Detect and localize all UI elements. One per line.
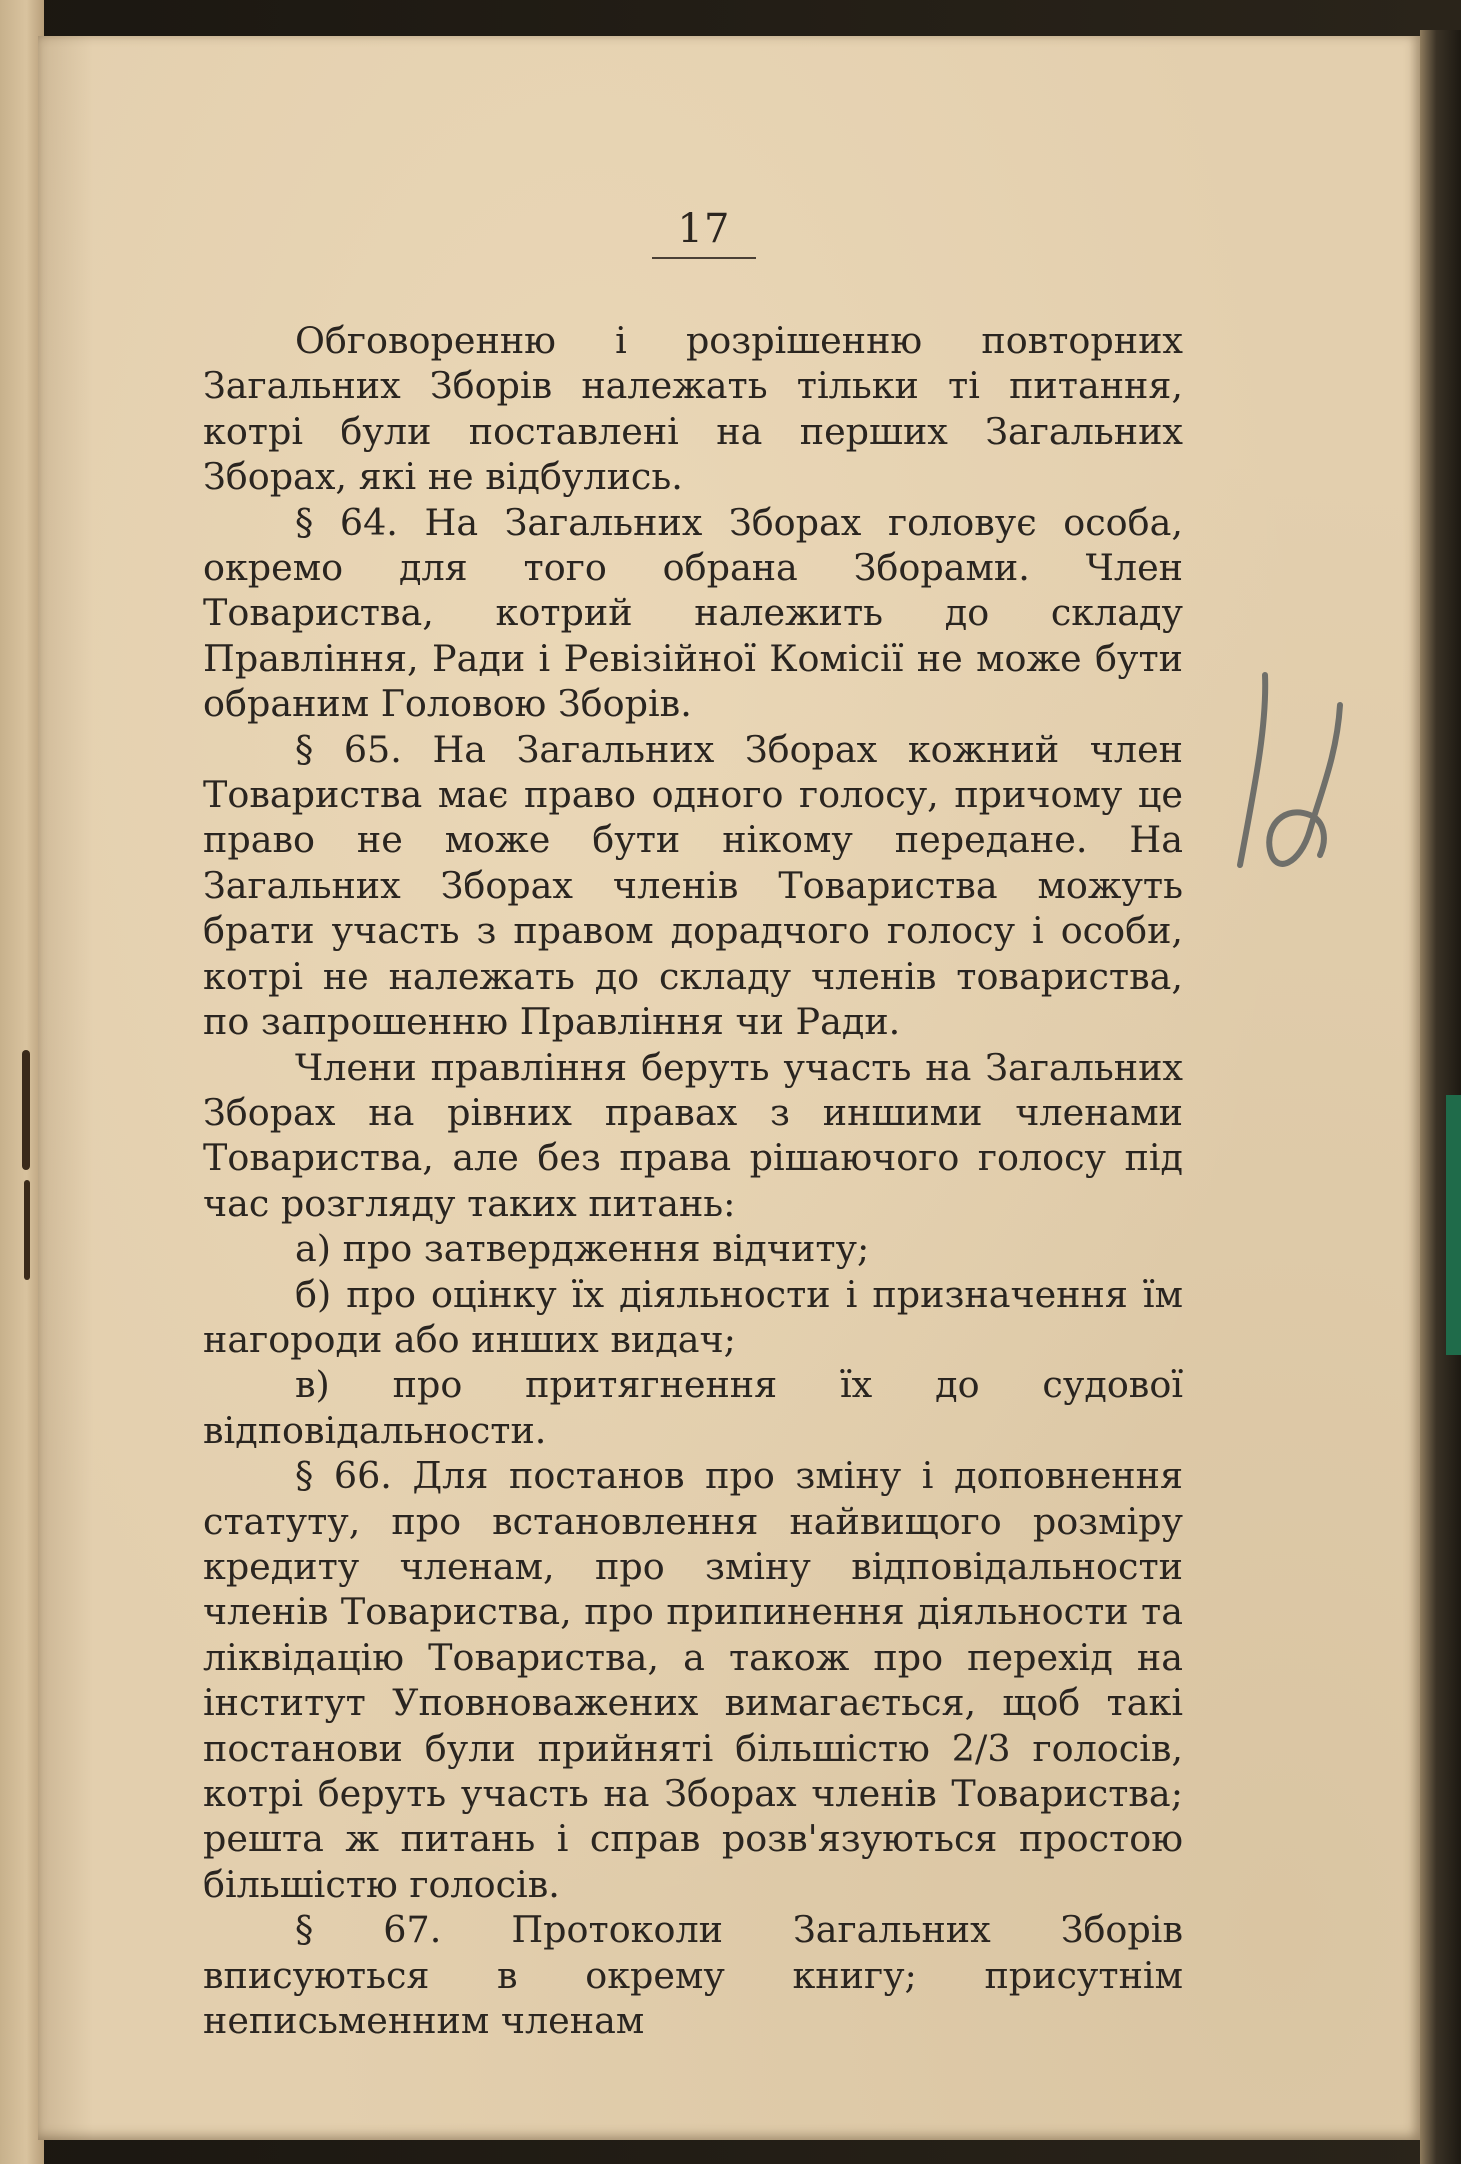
bookmark-tab	[1446, 1095, 1461, 1355]
list-item-a: а) про затвердження відчиту;	[295, 1227, 870, 1271]
list-item-b: б) про оцінку їх діяльности і призначення їм нагороди або инших видач;	[203, 1272, 1183, 1361]
list-item-c: в) про притягнення їх до судової відповідальности.	[203, 1363, 1183, 1452]
paragraph: Обговоренню і розрішенню повторних Загальних Зборів належать тільки ті питання, котрі були поставлені на перших Загальних Зборах, які не відбулись.	[203, 319, 1183, 499]
page-number: 17	[677, 206, 731, 252]
paragraph-section-65: § 65. На Загальних Зборах кожний член Товариства має право одного голосу, причому це право не може бути нікому передане. На Загальних Зборах членів Товариства можуть брати участь з правом дорадчого голосу і особи, котрі не належать до складу членів товариства, по запрошенню Правління чи Ради.	[203, 727, 1183, 1044]
page-number-underline	[652, 257, 756, 259]
pencil-margin-note	[1225, 665, 1355, 880]
spine-binding-mark	[22, 1050, 30, 1170]
paragraph-section-66: § 66. Для постанов про зміну і доповнення статуту, про встановлення найвищого розміру кредиту членам, про зміну відповідальности членів Товариства, про припинення діяльности та ліквідацію Товариства, а також про перехід на інститут Уповноважених вимагається, щоб такі постанови були прийняті більшістю 2/3 голосів, котрі беруть участь на Зборах членів Товариства; решта ж питань і справ розв'язуються простою більшістю голосів.	[203, 1454, 1183, 1906]
paragraph-section-64: § 64. На Загальних Зборах головує особа, окремо для того обрана Зборами. Член Товариства, котрий належить до складу Правління, Ради і Ревізійної Комісії не може бути обраним Головою Зборів.	[203, 500, 1183, 726]
spine-binding-mark	[24, 1180, 30, 1280]
margin-note-text: 16	[1225, 665, 1227, 666]
paragraph: Члени правління беруть участь на Загальних Зборах на рівних правах з иншими членами Товариства, але без права рішаючого голосу під час розгляду таких питань:	[203, 1045, 1183, 1225]
body-text	[203, 318, 1183, 2043]
paragraph-section-67: § 67. Протоколи Загальних Зборів вписуються в окрему книгу; присутнім неписьменним членам	[203, 1908, 1183, 2043]
